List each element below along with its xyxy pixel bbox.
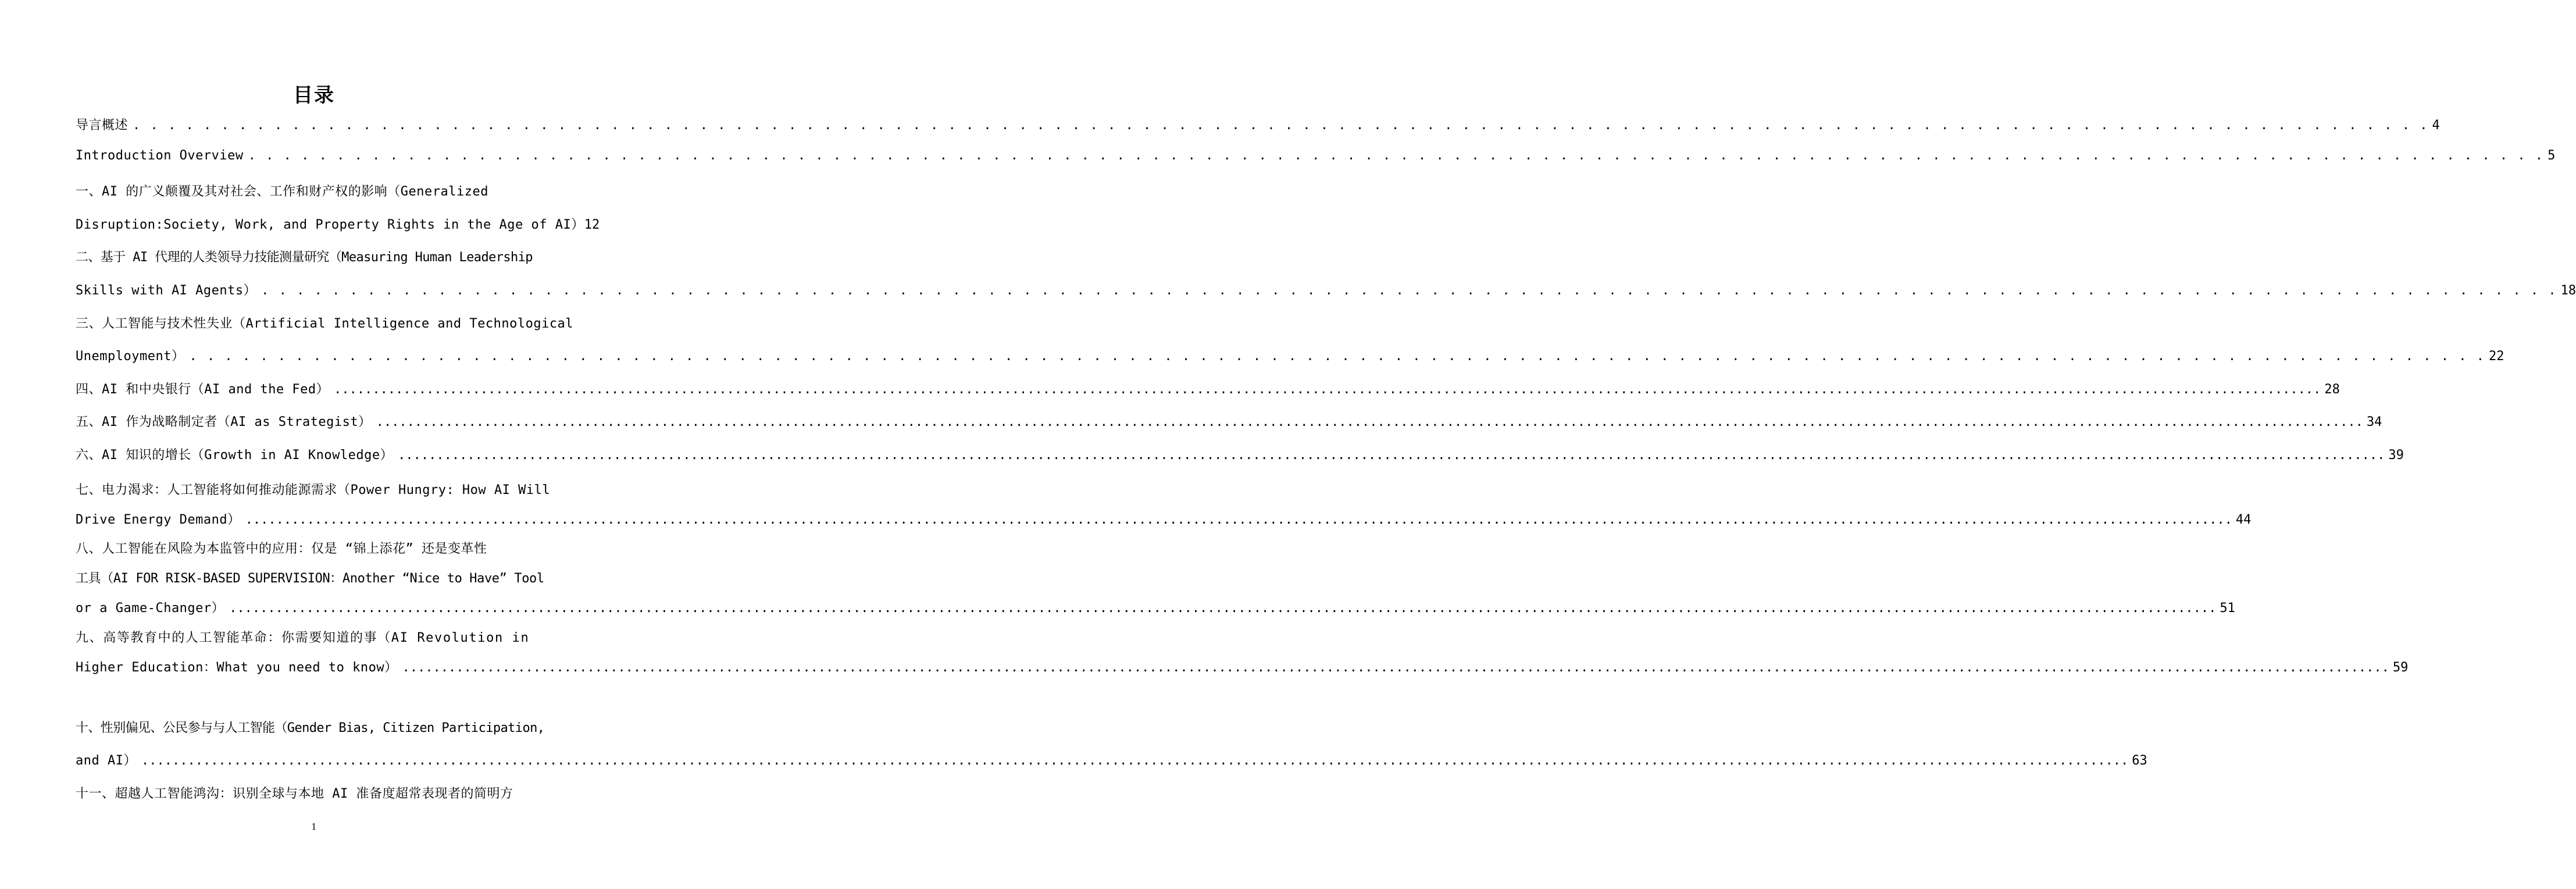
toc-entry-10-line1[interactable] [76, 718, 564, 738]
toc-entry-text: Introduction Overview [76, 148, 244, 163]
toc-entry-5[interactable] [76, 412, 2382, 432]
toc-page-number: 28 [2324, 382, 2340, 397]
toc-page-number: 51 [2220, 601, 2235, 616]
toc-page-number: 34 [2366, 415, 2382, 429]
dot-leader [402, 660, 2389, 675]
toc-entry-text: 工具（AI FOR RISK-BASED SUPERVISION：Another “Nice to Have” Tool [76, 571, 544, 586]
toc-entry-text: Unemployment） [76, 349, 185, 364]
toc-page-number: 39 [2388, 448, 2404, 463]
toc-entry-text: 一、AI 的广义颠覆及其对社会、工作和财产权的影响（Generalized [76, 184, 488, 199]
toc-entry-text: 三、人工智能与技术性失业（Artificial Intelligence and Technological [76, 317, 574, 331]
dot-leader [245, 513, 2232, 527]
toc-page-number: 5 [2548, 148, 2556, 163]
toc-entry-text: 四、AI 和中央银行（AI and the Fed） [76, 382, 330, 397]
toc-entry-text: 十、性别偏见、公民参与与人工智能（Gender Bias, Citizen Participation, [76, 721, 545, 735]
toc-entry-text: 十一、超越人工智能鸿沟：识别全球与本地 AI 准备度超常表现者的简明方 [76, 787, 513, 801]
toc-entry-8-line2[interactable] [76, 568, 552, 588]
toc-entry-text: 七、电力渴求：人工智能将如何推动能源需求（Power Hungry: How AI Will [76, 483, 551, 497]
page-title: 目录 [293, 84, 335, 107]
toc-entry-7-line1[interactable] [76, 480, 552, 500]
toc-entry-6[interactable] [76, 445, 2404, 465]
toc-page-number: 22 [2488, 349, 2504, 364]
toc-page-number: 12 [584, 218, 600, 232]
toc-entry-1-line1[interactable] [76, 182, 552, 201]
toc-entry-7-line2[interactable] [76, 510, 2252, 529]
toc-page-number: 59 [2392, 660, 2409, 675]
toc-entry-text: 九、高等教育中的人工智能革命：你需要知道的事（AI Revolution in [76, 631, 530, 645]
toc-entry-8-line1[interactable] [76, 539, 552, 559]
dot-leader [229, 601, 2216, 616]
toc-entry-3-line2[interactable] [76, 346, 2504, 366]
dot-leader [248, 148, 2545, 163]
toc-entry-1-line2[interactable] [76, 215, 600, 234]
dot-leader [189, 349, 2485, 364]
toc-page-number: 18 [2560, 283, 2576, 298]
toc-page-number: 44 [2235, 513, 2252, 527]
toc-entry-9-line2[interactable] [76, 657, 2409, 677]
toc-entry-11-line1[interactable] [76, 784, 552, 803]
dot-leader [398, 448, 2385, 463]
toc-entry-intro-cn[interactable] [76, 115, 2440, 135]
toc-entry-text: Drive Energy Demand） [76, 513, 241, 527]
toc-entry-10-line2[interactable] [76, 751, 2147, 770]
toc-entry-text: 导言概述 [76, 118, 129, 133]
dot-leader [334, 382, 2321, 397]
toc-entry-2-line1[interactable] [76, 247, 552, 267]
toc-entry-text: 八、人工智能在风险为本监管中的应用：仅是 “锦上添花” 还是变革性 [76, 542, 487, 556]
toc-page-number: 63 [2132, 753, 2147, 768]
toc-page-number: 4 [2432, 118, 2440, 133]
toc-entry-3-line1[interactable] [76, 314, 574, 333]
toc-entry-text: 六、AI 知识的增长（Growth in AI Knowledge） [76, 448, 394, 463]
toc-entry-intro-en[interactable] [76, 148, 2556, 168]
dot-leader [141, 753, 2128, 768]
dot-leader [376, 415, 2363, 429]
toc-entry-text: and AI） [76, 753, 137, 768]
toc-entry-text: Skills with AI Agents） [76, 283, 257, 298]
toc-entry-text: Disruption:Society, Work, and Property Rights in the Age of AI） [76, 218, 584, 232]
toc-entry-8-line3[interactable] [76, 598, 2235, 618]
dot-leader [133, 118, 2429, 133]
toc-entry-4[interactable] [76, 379, 2340, 399]
toc-entry-text: Higher Education：What you need to know） [76, 660, 398, 675]
toc-entry-text: 二、基于 AI 代理的人类领导力技能测量研究（Measuring Human Leadership [76, 250, 533, 265]
toc-entry-2-line2[interactable] [76, 280, 2576, 300]
toc-entry-9-line1[interactable] [76, 628, 552, 648]
toc-entry-text: 五、AI 作为战略制定者（AI as Strategist） [76, 415, 372, 429]
toc-entry-text: or a Game-Changer） [76, 601, 225, 616]
footer-page-number: 1 [311, 822, 317, 832]
dot-leader [261, 283, 2557, 298]
